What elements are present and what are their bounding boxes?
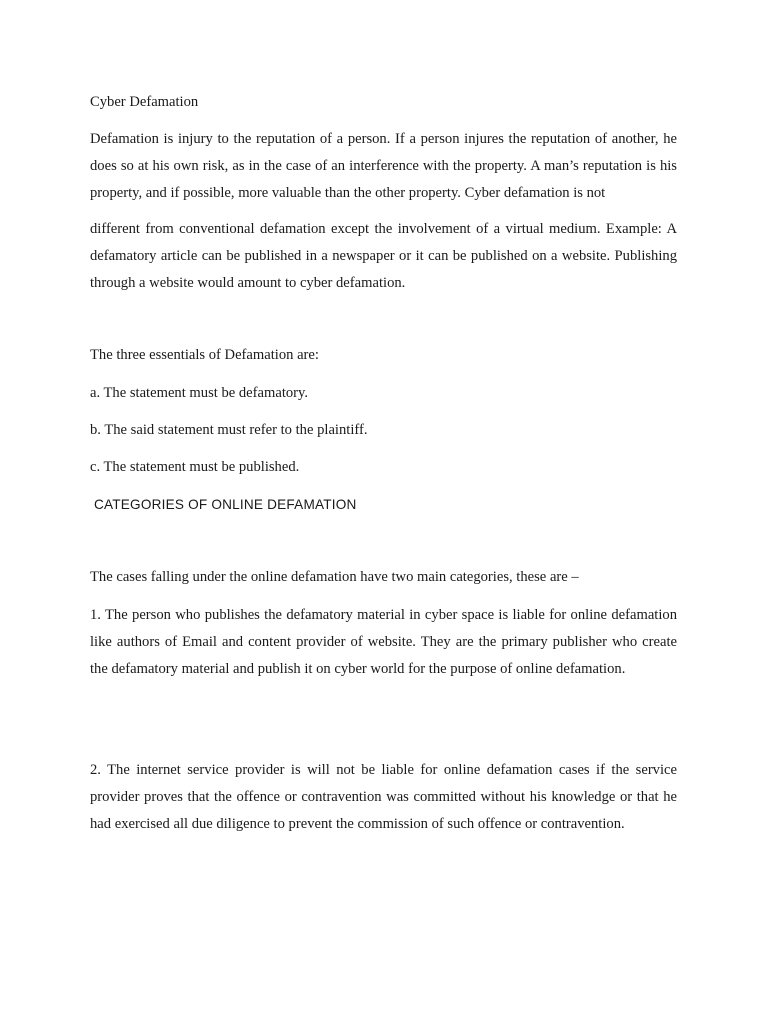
document-title: Cyber Defamation	[90, 94, 199, 110]
categories-intro: The cases falling under the online defamation have two main categories, these are –	[90, 569, 579, 585]
essential-item-b: b. The said statement must refer to the plaintiff.	[90, 422, 368, 438]
essentials-intro: The three essentials of Defamation are:	[90, 347, 319, 363]
category-item-2: 2. The internet service provider is will not be liable for online defamation cases if the service provider proves that the offence or contravention was committed without his knowledge or that he had exercised all due diligence to prevent the commission of such offence or contravention.	[90, 762, 677, 832]
essential-item-a: a. The statement must be defamatory.	[90, 385, 309, 401]
paragraph-definition: Defamation is injury to the reputation of a person. If a person injures the reputation of another, he does so at his own risk, as in the case of an interference with the property. A man’s reputation is his property, and if possible, more valuable than the other property. Cyber defamation is not	[90, 131, 677, 201]
category-item-1: 1. The person who publishes the defamatory material in cyber space is liable for online defamation like authors of Email and content provider of website. They are the primary publisher who create the defamatory material and publish it on cyber world for the purpose of online defamation.	[90, 607, 677, 677]
essential-item-c: c. The statement must be published.	[90, 459, 300, 475]
paragraph-cyber-defamation: different from conventional defamation except the involvement of a virtual medium. Example: A defamatory article can be published in a newspaper or it can be published on a website. Publishing through a website would amount to cyber defamation.	[90, 221, 677, 291]
section-heading: CATEGORIES OF ONLINE DEFAMATION	[94, 497, 357, 512]
